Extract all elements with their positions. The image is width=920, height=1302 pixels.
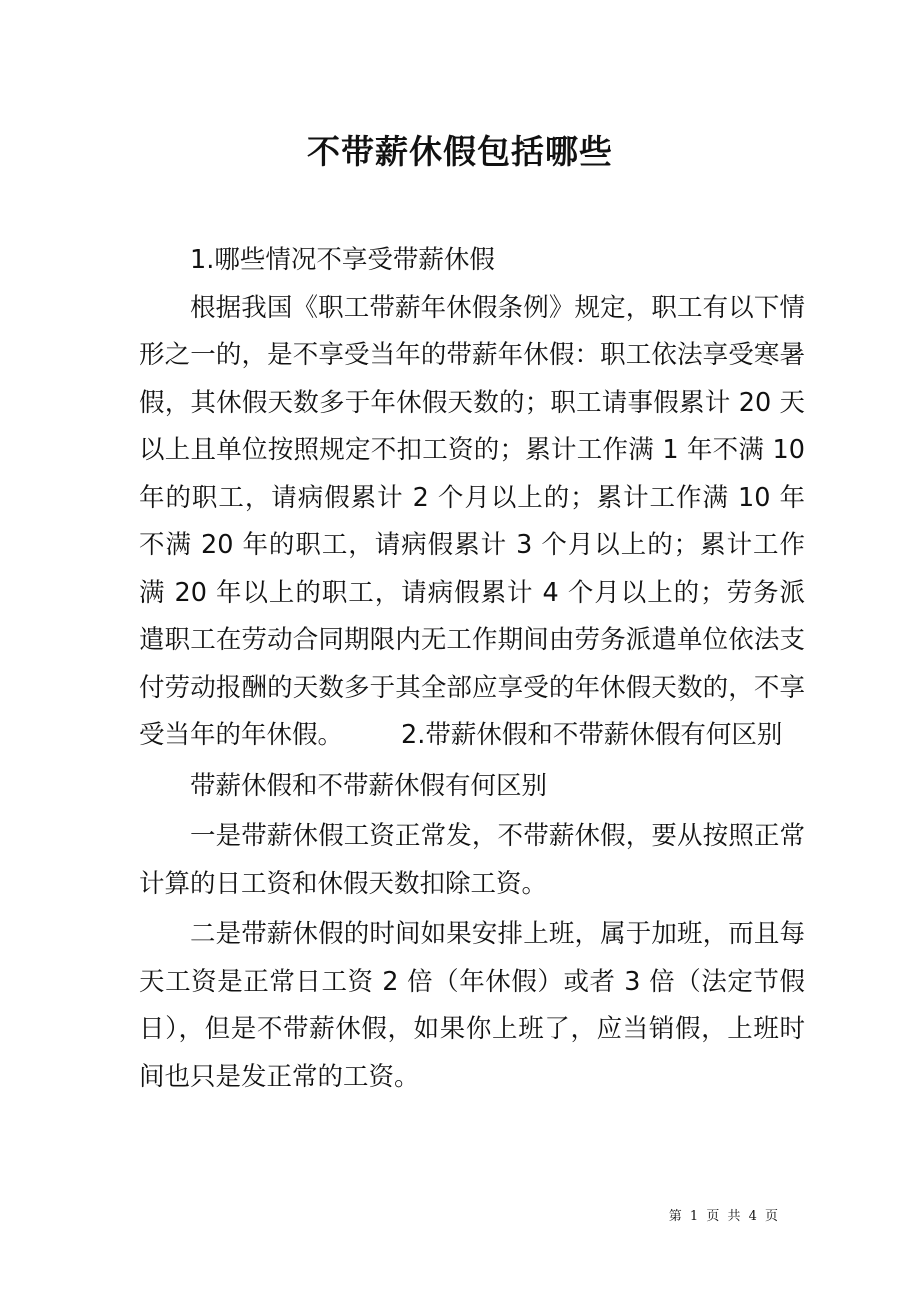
body-paragraph — [139, 285, 805, 760]
section-heading-1: 1.哪些情况不享受带薪休假 — [190, 245, 495, 275]
section-heading-2: 2.带薪休假和不带薪休假有何区别 — [401, 720, 783, 750]
body-paragraph: 二是带薪休假的时间如果安排上班，属于加班，而且每天工资是正常日工资 2 倍（年休假）或者 3 倍（法定节假日），但是不带薪休假，如果你上班了，应当销假，上班时间也只是发正常的工资。 — [139, 919, 805, 1092]
body-paragraph: 带薪休假和不带薪休假有何区别 — [190, 770, 548, 801]
body-paragraph: 一是带薪休假工资正常发，不带薪休假，要从按照正常计算的日工资和休假天数扣除工资。 — [139, 821, 805, 899]
page-number-footer: 第 1 页 共 4 页 — [668, 1209, 780, 1224]
document-body — [139, 237, 805, 1101]
paragraph-text: 根据我国《职工带薪年休假条例》规定，职工有以下情形之一的，是不享受当年的带薪年休假：职工依法享受寒暑假，其休假天数多于年休假天数的；职工请事假累计 20 天以上且单位按照规定不扣工资的；累计工作满 1 年不满 10 年的职工，请病假累计 2 个月以上的；累计工作满 10 年不满 20 年的职工，请病假累计 3 个月以上的；累计工作满 20 年以上的职工，请病假累计 4 个月以上的；劳务派遣职工在劳动合同期限内无工作期间由劳务派遣单位依法支付劳动报酬的天数多于其全部应享受的年休假天数的，不享受当年的年休假。 — [139, 292, 805, 750]
document-title: 不带薪休假包括哪些 — [307, 132, 613, 171]
